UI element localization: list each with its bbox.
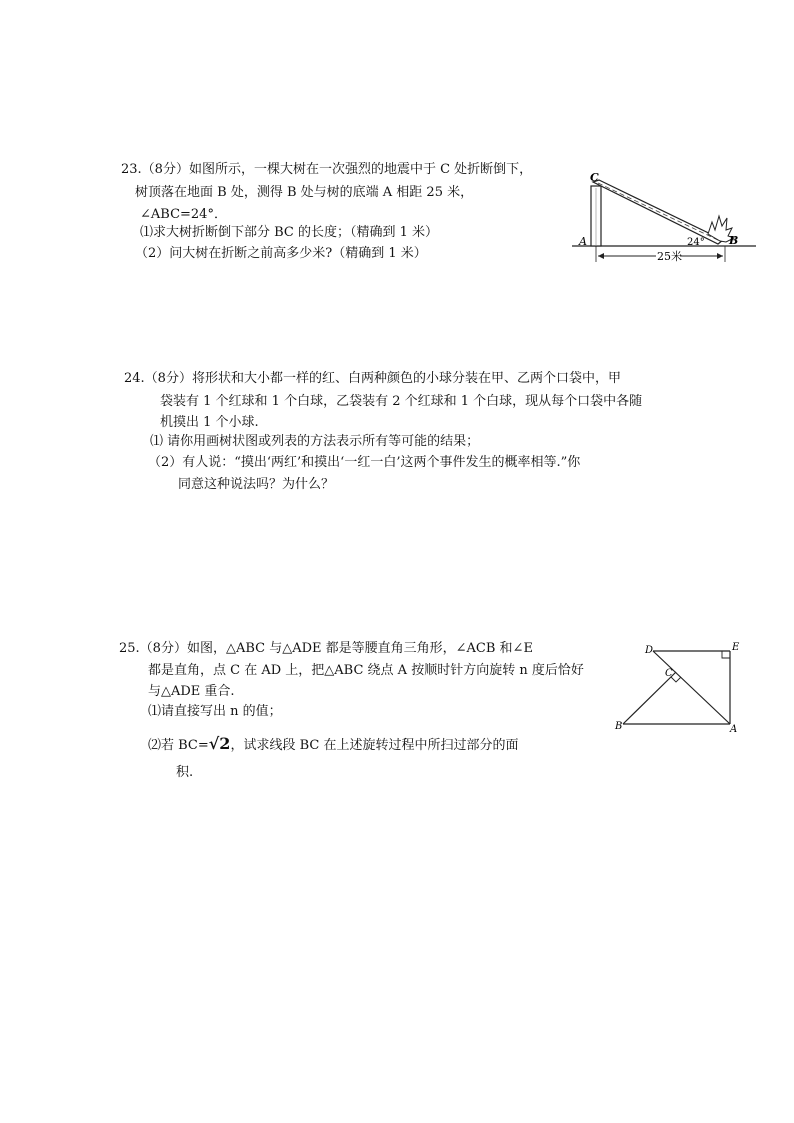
q24-line-1: 24.（8分）将形状和大小都一样的红、白两种颜色的小球分装在甲、乙两个口袋中，甲 — [124, 371, 621, 386]
q23-line-3: ∠ABC=24°． — [140, 207, 227, 222]
arrow-left-icon — [598, 253, 604, 259]
q24-line-3: 机摸出 1 个小球. — [160, 415, 259, 430]
label-a: A — [579, 235, 587, 248]
q25-figure-triangles — [610, 640, 745, 735]
right-angle-e-icon — [722, 651, 730, 658]
label-b: B — [615, 721, 623, 732]
line-bc — [598, 183, 720, 241]
label-d: D — [645, 645, 654, 656]
q23-line-2: 树顶落在地面 B 处，测得 B 处与树的底端 A 相距 25 米， — [135, 185, 474, 200]
q25-line-5 — [148, 735, 518, 755]
q23-line-5: （2）问大树在折断之前高多少米?（精确到 1 米） — [135, 246, 427, 261]
segment-bc — [623, 672, 676, 724]
q25-line-5-prefix: ⑵若 BC= — [148, 738, 209, 753]
q24-line-6: 同意这种说法吗？为什么？ — [178, 477, 335, 492]
label-e: E — [732, 642, 740, 653]
q25-line-2: 都是直角，点 C 在 AD 上，把△ABC 绕点 A 按顺时针方向旋转 n 度后恰好 — [148, 663, 584, 678]
arrow-right-icon — [717, 253, 723, 259]
q23-line-1: 23.（8分）如图所示，一棵大树在一次强烈的地震中于 C 处折断倒下， — [121, 162, 533, 177]
q25-line-4: ⑴请直接写出 n 的值； — [148, 704, 282, 719]
fallen-trunk — [593, 180, 723, 244]
q25-line-1: 25.（8分）如图，△ABC 与△ADE 都是等腰直角三角形，∠ACB 和∠E — [119, 641, 533, 656]
q25-line-5-suffix: ，试求线段 BC 在上述旋转过程中所扫过部分的面 — [230, 738, 519, 753]
label-angle: 24° — [687, 237, 705, 248]
q25-line-3: 与△ADE 重合. — [148, 684, 235, 699]
sqrt-two: √2 — [208, 734, 231, 753]
q23-line-4: ⑴求大树折断倒下部分 BC 的长度；（精确到 1 米） — [140, 225, 439, 240]
label-c: C — [590, 171, 599, 184]
label-a: A — [730, 724, 738, 735]
segment-da — [653, 651, 730, 724]
q24-line-2: 袋装有 1 个红球和 1 个白球，乙袋装有 2 个红球和 1 个白球，现从每个口袋中各随 — [160, 394, 643, 409]
q24-line-4: ⑴ 请你用画树状图或列表的方法表示所有等可能的结果； — [150, 434, 480, 449]
label-b: B — [729, 234, 739, 247]
q23-figure-fallen-tree — [568, 168, 758, 268]
label-distance: 25米 — [657, 250, 682, 263]
q24-line-5: （2）有人说：“摸出‘两红’和摸出‘一红一白’这两个事件发生的概率相等.”你 — [148, 455, 581, 470]
q25-line-6: 积. — [176, 765, 194, 780]
label-c: C — [665, 668, 673, 679]
